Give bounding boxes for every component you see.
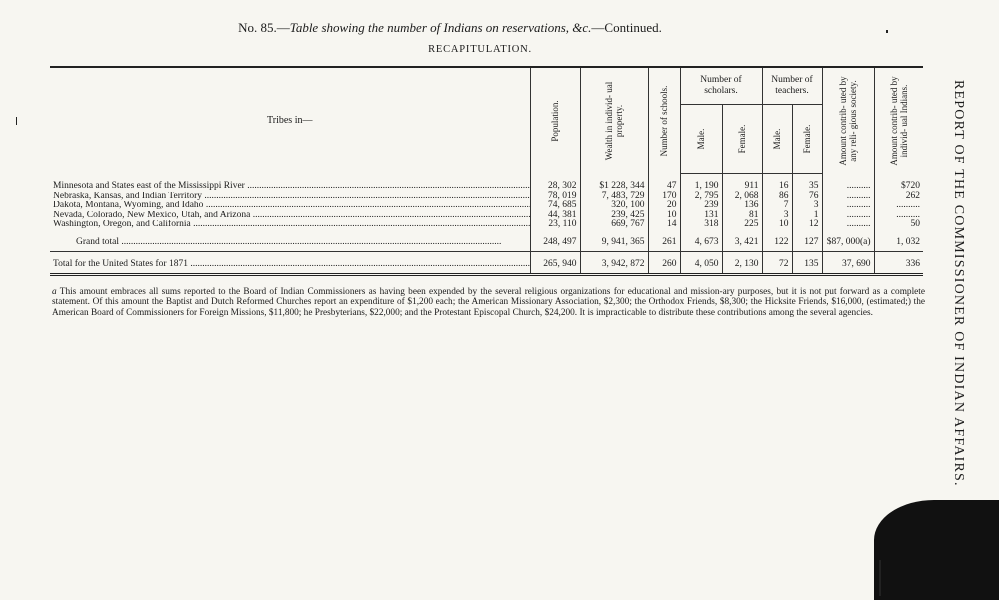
table-number: No. 85.—: [238, 20, 290, 35]
teachers-male-header: Male.: [762, 105, 792, 174]
table-row: Minnesota and States east of the Mississippi River ..... 28, 302 $1 228, 344 47 1, 190 911 16 35 .......... $720: [50, 174, 923, 192]
grand-total-row: Grand total ..... 248, 497 9, 941, 365 261 4, 673 3, 421 122 127 $87, 000(a) 1, 032: [50, 230, 923, 252]
indian-contrib-header: Amount contrib- uted by individ- ual Indians.: [874, 67, 923, 174]
continued-label: —Continued.: [591, 20, 662, 35]
print-speck: [886, 30, 888, 33]
side-running-header: REPORT OF THE COMMISSIONER OF INDIAN AFFAIRS.: [951, 80, 966, 487]
ink-blot: [874, 500, 999, 600]
scholars-male-header: Male.: [680, 105, 722, 174]
scholars-female-header: Female.: [722, 105, 762, 174]
page-title: [0, 20, 900, 36]
tribes-header: Tribes in—: [267, 115, 313, 127]
schools-header: Number of schools.: [648, 67, 680, 174]
recapitulation-table: [50, 66, 923, 276]
religious-contrib-header: Amount contrib- uted by any reli- gious society.: [822, 67, 874, 174]
us-total-row: Total for the United States for 1871 ..... 265, 940 3, 942, 872 260 4, 050 2, 130 72 135 37, 690 336: [50, 251, 923, 274]
footnote-marker: a: [52, 287, 57, 297]
table-row: Nebraska, Kansas, and Indian Territory ..... 78, 019 7, 483, 729 170 2, 795 2, 068 86 76 .......... 262: [50, 192, 923, 202]
teachers-group-header: Number of teachers.: [762, 67, 822, 105]
footnote-text: This amount embraces all sums reported to the Board of Indian Commissioners as having been expended by the several religious organizations for educational and mission-ary purposes, but it is not put forward as a complete statement. Of this amount the Baptist and Dutch Reformed Churches report an expenditure of $1,200 each; the American Missionary Association, $2,300; the Orthodox Friends, $8,300; the Hicksite Friends, $16,000, (estimated;) the American Board of Commissioners for Foreign Missions, $11,800; he Presbyterians, $22,000; and the Protestant Episcopal Church, $24,200. It is impracticable to distribute these contributions among the several agencies.: [52, 287, 925, 318]
footnote: [52, 287, 925, 318]
population-header: Population.: [530, 67, 580, 174]
table-title: Table showing the number of Indians on reservations, &c.: [289, 20, 592, 35]
print-speck: [16, 117, 17, 125]
recapitulation-heading: RECAPITULATION.: [428, 44, 532, 55]
print-speck: [879, 560, 881, 596]
table-row: Nevada, Colorado, New Mexico, Utah, and Arizona ..... 44, 381 239, 425 10 131 81 3 1 .......... ..........: [50, 211, 923, 221]
table-row: Washington, Oregon, and California ..... 23, 110 669, 767 14 318 225 10 12 .......... 50: [50, 220, 923, 230]
scholars-group-header: Number of scholars.: [680, 67, 762, 105]
wealth-header: Wealth in individ- ual property.: [580, 67, 648, 174]
table-row: Dakota, Montana, Wyoming, and Idaho ..... 74, 685 320, 100 20 239 136 7 3 .......... ..........: [50, 201, 923, 211]
teachers-female-header: Female.: [792, 105, 822, 174]
